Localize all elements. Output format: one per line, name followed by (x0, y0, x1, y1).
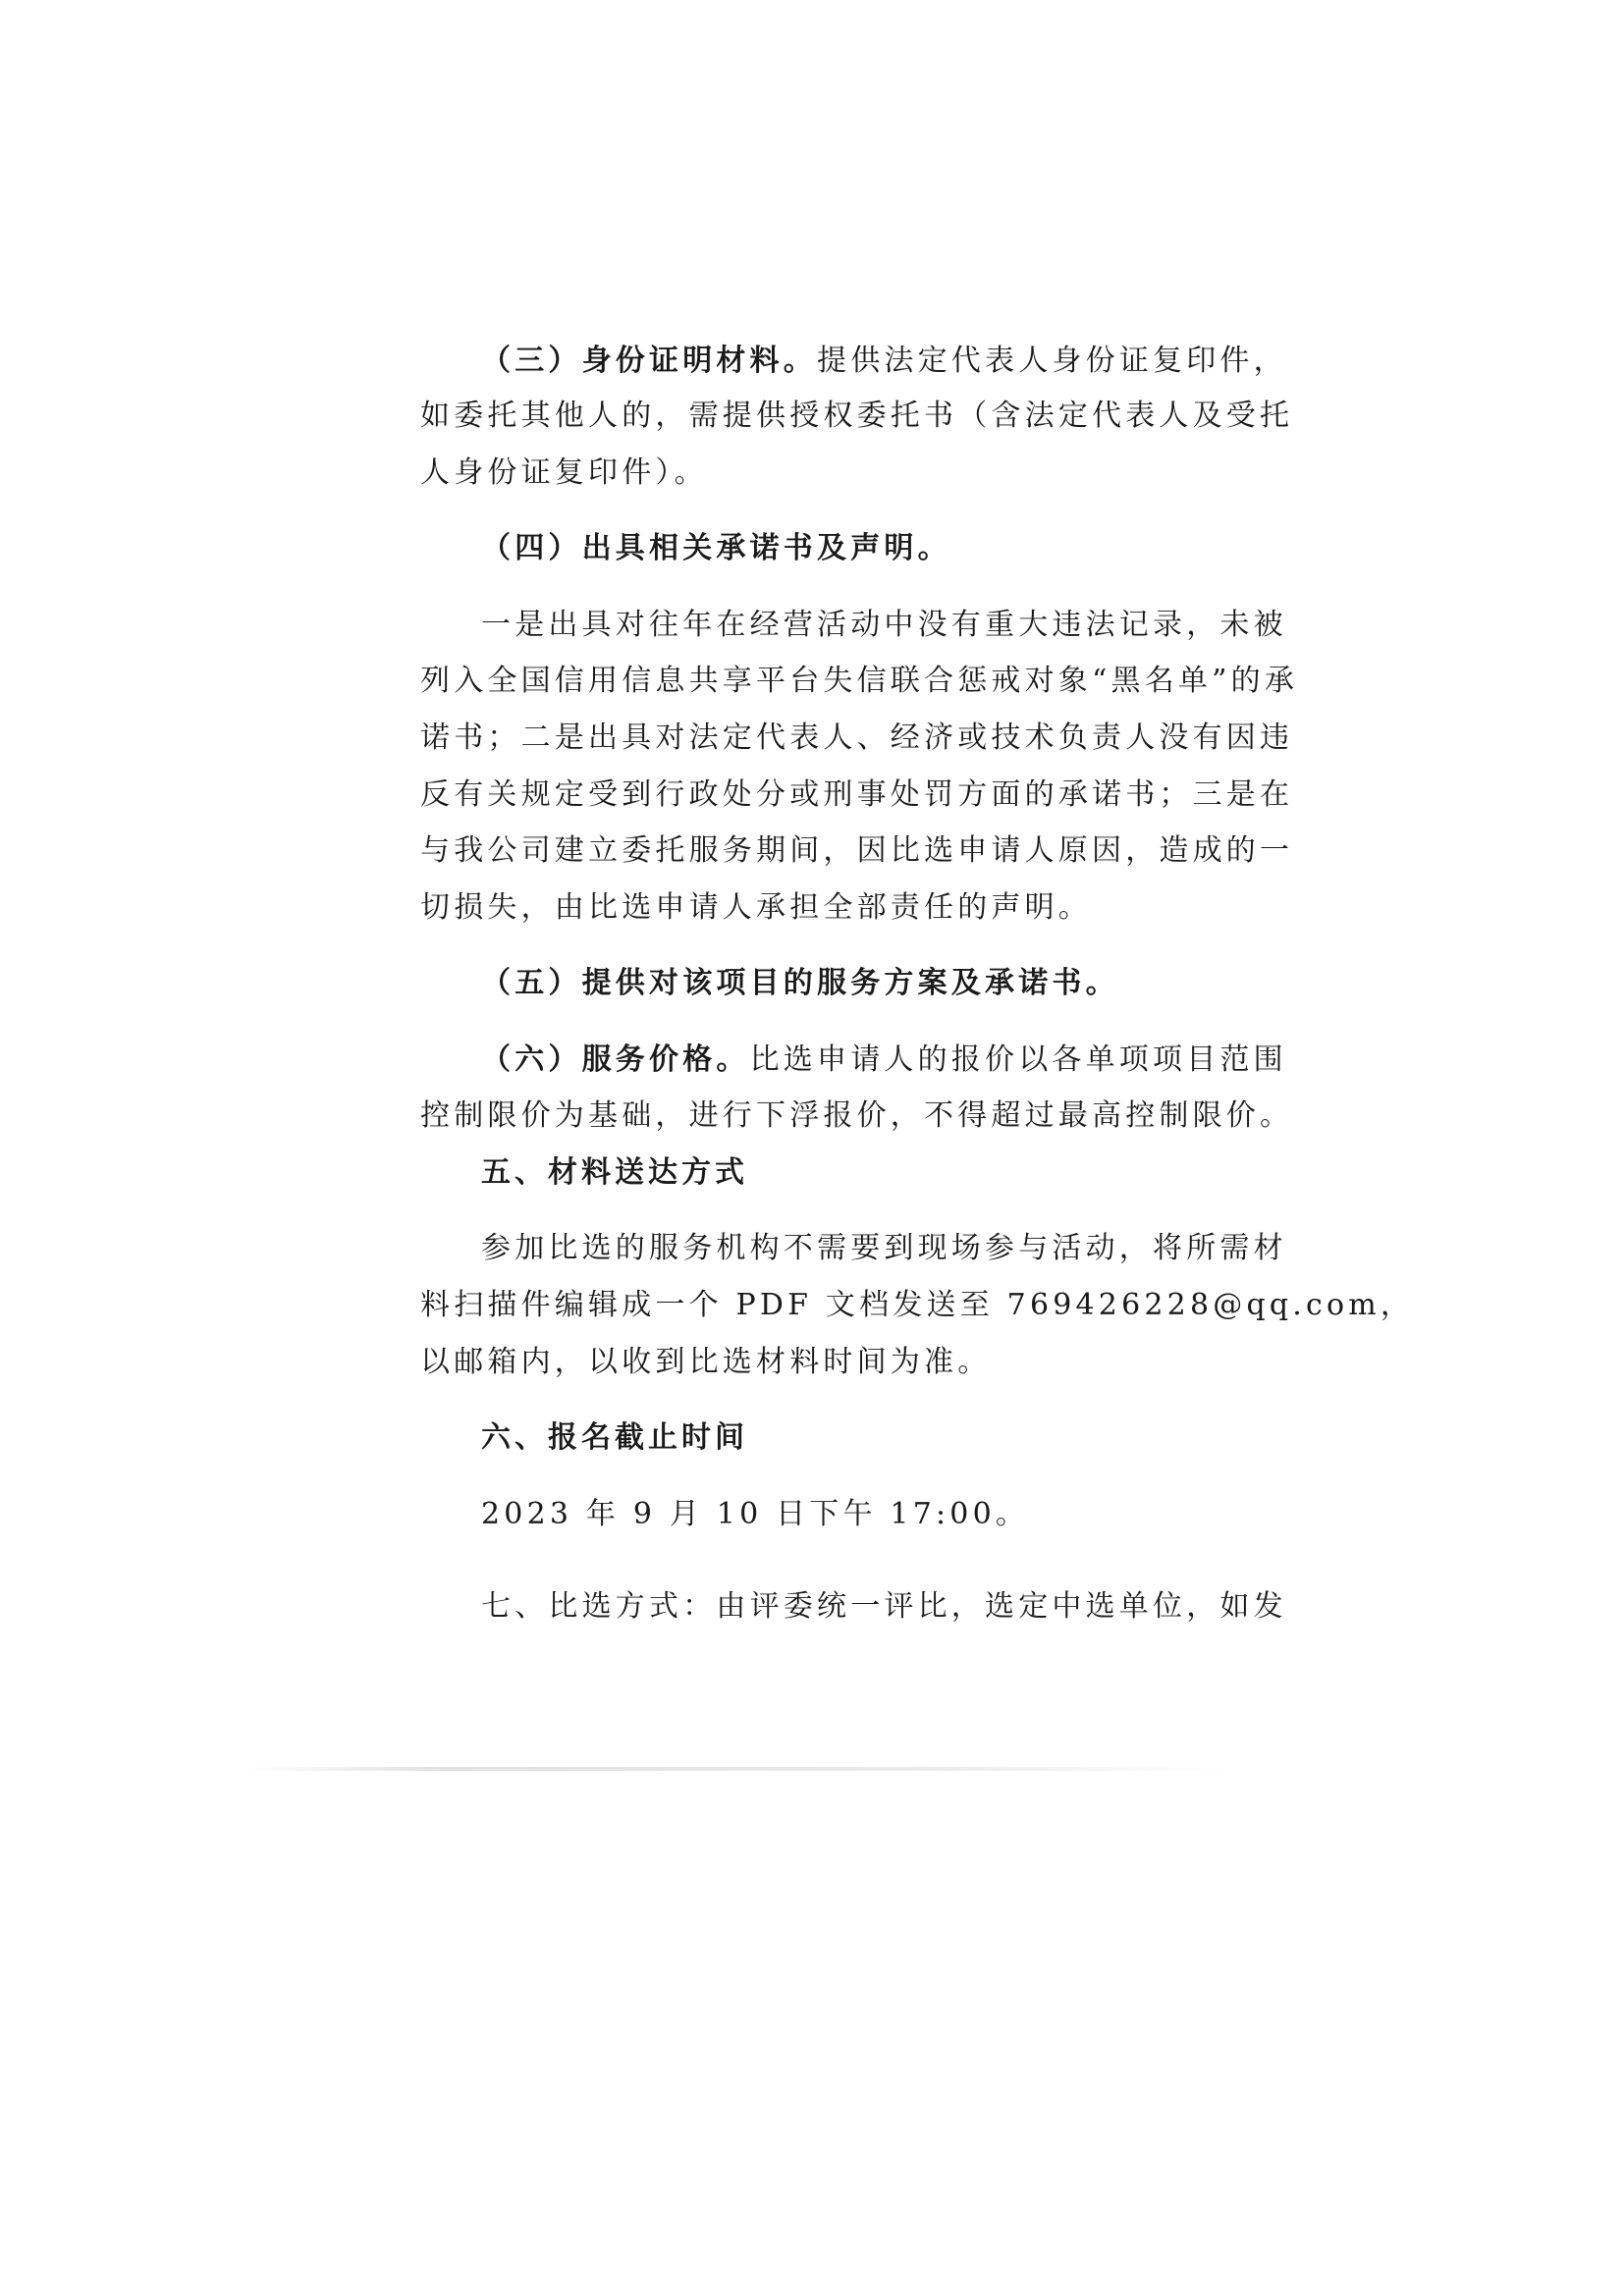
scan-edge-shadow (245, 1767, 1227, 1771)
paragraph-3-line-3: 人身份证复印件）。 (420, 455, 708, 490)
paragraph-6-text: 比选申请人的报价以各单项项目范围 (749, 1042, 1287, 1077)
section-7-line-1: 七、比选方式：由评委统一评比，选定中选单位，如发 (481, 1589, 1287, 1624)
section-6-deadline: 2023 年 9 月 10 日下午 17:00。 (481, 1497, 1030, 1531)
paragraph-6-line-1 (481, 1041, 1287, 1080)
paragraph-5-heading: （五）提供对该项目的服务方案及承诺书。 (481, 966, 1119, 1000)
paragraph-4-line-2: 列入全国信用信息共享平台失信联合惩戒对象“黑名单”的承 (420, 664, 1299, 698)
paragraph-4-line-6: 切损失，由比选申请人承担全部责任的声明。 (420, 890, 1092, 925)
section-5-line-1: 参加比选的服务机构不需要到现场参与活动，将所需材 (481, 1231, 1287, 1265)
section-5-line-2: 料扫描件编辑成一个 PDF 文档发送至 769426228@qq.com， (420, 1288, 1415, 1322)
paragraph-3-label: （三）身份证明材料。 (481, 344, 817, 378)
section-5-heading: 五、材料送达方式 (481, 1155, 748, 1190)
paragraph-3-line-2: 如委托其他人的，需提供授权委托书（含法定代表人及受托 (420, 399, 1294, 433)
paragraph-4-line-3: 诺书；二是出具对法定代表人、经济或技术负责人没有因违 (420, 721, 1294, 755)
section-6-heading: 六、报名截止时间 (481, 1420, 748, 1455)
paragraph-4-line-5: 与我公司建立委托服务期间，因比选申请人原因，造成的一 (420, 833, 1294, 868)
paragraph-4-line-4: 反有关规定受到行政处分或刑事处罚方面的承诺书；三是在 (420, 777, 1294, 812)
paragraph-6-line-2: 控制限价为基础，进行下浮报价，不得超过最高控制限价。 (420, 1098, 1294, 1133)
paragraph-3-line-1 (481, 342, 1287, 381)
paragraph-4-heading: （四）出具相关承诺书及声明。 (481, 531, 951, 565)
section-5-line-3: 以邮箱内，以收到比选材料时间为准。 (420, 1345, 992, 1379)
paragraph-6-label: （六）服务价格。 (481, 1042, 750, 1077)
paragraph-3-text: 提供法定代表人身份证复印件， (817, 344, 1287, 378)
paragraph-4-line-1: 一是出具对往年在经营活动中没有重大违法记录，未被 (481, 608, 1287, 642)
